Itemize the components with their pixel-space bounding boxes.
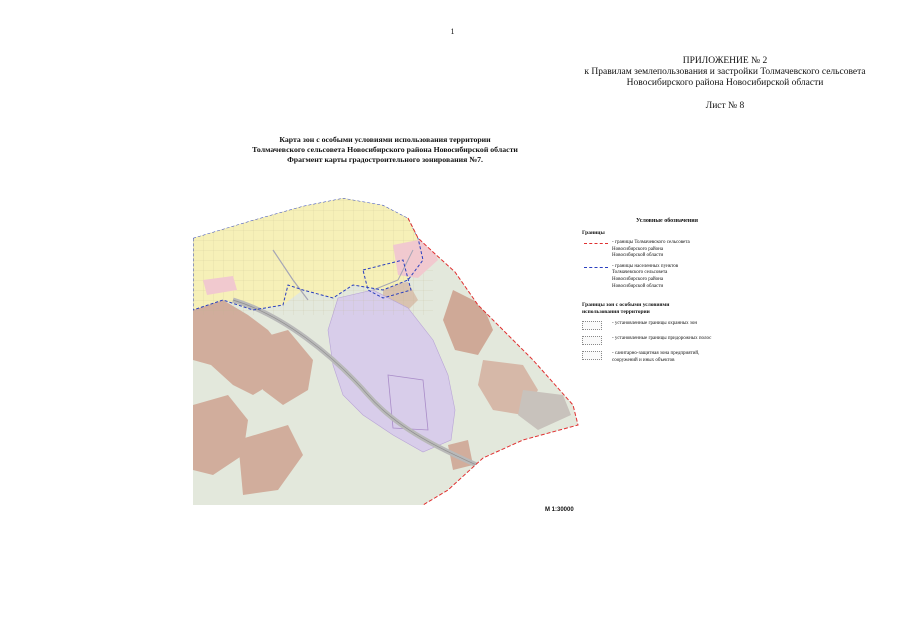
legend-item-text: - границы населенных пунктов Толмачевского сельсовета Новосибирского района Новосибирской области	[612, 263, 679, 289]
blue-dashed-line-icon	[582, 264, 612, 272]
map-title-line: Карта зон с особыми условиями использования территории	[279, 135, 491, 144]
map-scale: М 1:30000	[545, 507, 574, 513]
sheet-number: Лист № 8	[705, 101, 745, 111]
legend-item-text: - установленные границы придорожных полос	[612, 336, 712, 342]
protection-zone-swatch-icon	[582, 321, 602, 330]
legend-item-text: - установленные границы охранных зон	[612, 321, 698, 327]
annex-line: Новосибирского района Новосибирской области	[626, 78, 824, 88]
legend-zones-heading: Границы зон с особыми условиями использования территории	[582, 302, 670, 315]
legend	[582, 218, 782, 365]
map-title	[195, 135, 575, 165]
legend-item-text: - границы Толмачевского сельсовета Новосибирского района Новосибирской области	[612, 240, 690, 259]
map-title-line: Фрагмент карты градостроительного зонирования №7.	[287, 155, 483, 164]
annex-header	[560, 56, 890, 89]
red-dashed-line-icon	[582, 240, 612, 248]
legend-item-protection-zone	[582, 321, 782, 330]
legend-item-text: - санитарно-защитная зона предприятий, сооружений и иных объектов	[612, 351, 700, 363]
legend-item-district-boundary	[582, 240, 782, 260]
map-title-line: Толмачевского сельсовета Новосибирского района Новосибирской области	[252, 145, 518, 154]
legend-item-settlement-boundary	[582, 264, 782, 290]
legend-boundaries-heading: Границы	[582, 230, 605, 236]
legend-item-sanitary-zone	[582, 351, 782, 364]
annex-line: к Правилам землепользования и застройки Толмачевского сельсовета	[584, 67, 866, 77]
annex-line: ПРИЛОЖЕНИЕ № 2	[682, 56, 768, 66]
roadside-zone-swatch-icon	[582, 336, 602, 345]
page-number: 1	[450, 27, 455, 36]
zoning-map[interactable]	[193, 190, 593, 505]
sanitary-zone-swatch-icon	[582, 351, 602, 360]
legend-title: Условные обозначения	[636, 218, 698, 224]
legend-item-roadside-zone	[582, 336, 782, 345]
